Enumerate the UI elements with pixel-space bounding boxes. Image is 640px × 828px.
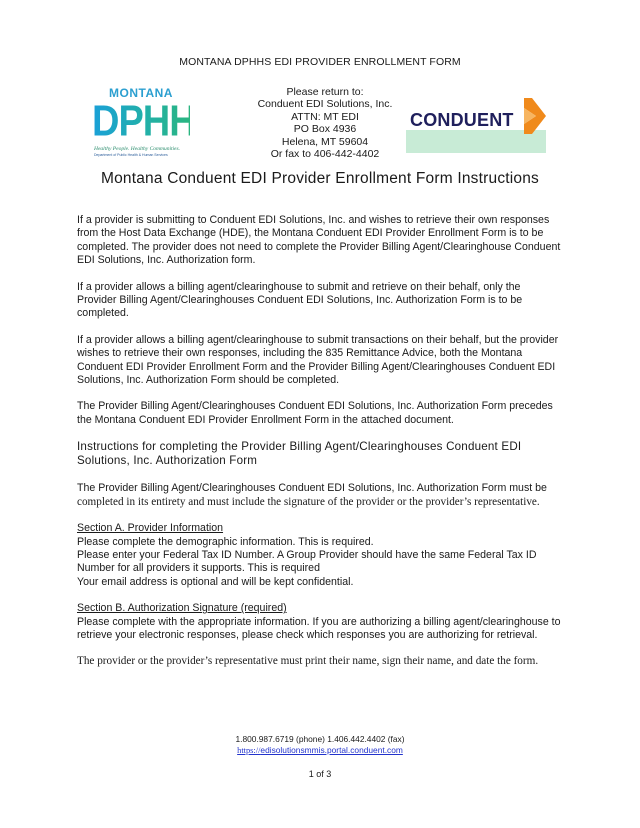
section-b xyxy=(77,602,562,642)
return-label: Please return to: xyxy=(286,86,364,98)
section-b-title: Section B. Authorization Signature (required) xyxy=(77,602,287,615)
section-a-title: Section A. Provider Information xyxy=(77,522,224,535)
paragraph-2: If a provider allows a billing agent/clearinghouse to submit and retrieve on their behalf, only the Provider Billing Agent/Clearinghouses Conduent EDI Solutions, Inc. Authorization Form is to be completed. xyxy=(77,280,523,320)
closing-statement: The provider or the provider’s representative must print their name, sign their name, and date the form. xyxy=(77,655,539,668)
section-a-line1: Please complete the demographic information. This is required. xyxy=(77,535,374,548)
instructions-intro-b: completed in its entirety and must include the signature of the provider or the provider’s representative. xyxy=(77,495,540,508)
section-b-line1: Please complete with the appropriate information. If you are authorizing a billing agent/clearinghouse to retrieve your electronic responses, please check which responses you are authorizing for retrieval. xyxy=(77,615,561,641)
footer-url-rest: edisolutionsmmis.portal.conduent.com xyxy=(260,744,403,755)
instructions-intro-a: The Provider Billing Agent/Clearinghouses Conduent EDI Solutions, Inc. Authorization Form must be xyxy=(77,482,547,495)
logo-agency-text: DPHHS xyxy=(92,97,221,146)
section-a-line3: Your email address is optional and will be kept confidential. xyxy=(77,575,354,588)
return-city: Helena, MT 59604 xyxy=(281,135,369,148)
return-company: Conduent EDI Solutions, Inc. xyxy=(257,98,393,111)
logo-state-text: MONTANA xyxy=(109,86,173,100)
section-a xyxy=(77,522,562,589)
instructions-body xyxy=(77,214,562,669)
form-header-title: MONTANA DPHHS EDI PROVIDER ENROLLMENT FORM xyxy=(179,56,461,68)
logo-department: Department of Public Health & Human Services xyxy=(94,153,168,157)
return-attn: ATTN: MT EDI xyxy=(291,110,359,123)
footer xyxy=(0,734,640,756)
conduent-logo xyxy=(406,98,546,153)
section-a-line2: Please enter your Federal Tax ID Number. A Group Provider should have the same Federal Tax ID Number for all providers it supports. This is required xyxy=(77,548,537,575)
return-address-block xyxy=(240,86,410,160)
return-po-box: PO Box 4936 xyxy=(293,123,357,136)
conduent-wordmark: CONDUENT xyxy=(410,110,514,130)
page-title: Montana Conduent EDI Provider Enrollment Form Instructions xyxy=(100,170,540,187)
paragraph-3: If a provider allows a billing agent/clearinghouse to submit transactions on their behalf, but the provider wishes to retrieve their own responses, including the 835 Remittance Advice, both the Montana Conduent EDI Provider Enrollment Form and the Provider Billing Agent/Clearinghouses Conduent EDI Solutions, Inc. Authorization Form should be completed. xyxy=(77,333,559,387)
paragraph-4: The Provider Billing Agent/Clearinghouses Conduent EDI Solutions, Inc. Authorization Form precedes the Montana Conduent EDI Provider Enrollment Form in the attached document. xyxy=(77,400,553,426)
logo-tagline: Healthy People. Healthy Communities. xyxy=(94,146,180,152)
footer-url-link[interactable] xyxy=(0,745,640,757)
instructions-heading: Instructions for completing the Provider Billing Agent/Clearinghouses Conduent EDI Solutions, Inc. Authorization Form xyxy=(77,440,522,468)
instructions-intro xyxy=(77,482,562,509)
return-fax: Or fax to 406-442-4402 xyxy=(270,148,380,161)
paragraph-1: If a provider is submitting to Conduent EDI Solutions, Inc. and wishes to retrieve their own responses from the Host Data Exchange (HDE), the Montana Conduent EDI Provider Enrollment Form is to be completed. The provider does not need to complete the Provider Billing Agent/Clearinghouse Conduent EDI Solutions, Inc. Authorization form. xyxy=(77,214,561,267)
footer-url-prefix: https:// xyxy=(237,745,261,755)
page-number: 1 of 3 xyxy=(308,769,332,779)
footer-phones: 1.800.987.6719 (phone) 1.406.442.4402 (fax) xyxy=(235,734,405,744)
montana-dphhs-logo xyxy=(92,86,221,162)
conduent-arrow-icon xyxy=(518,98,548,134)
